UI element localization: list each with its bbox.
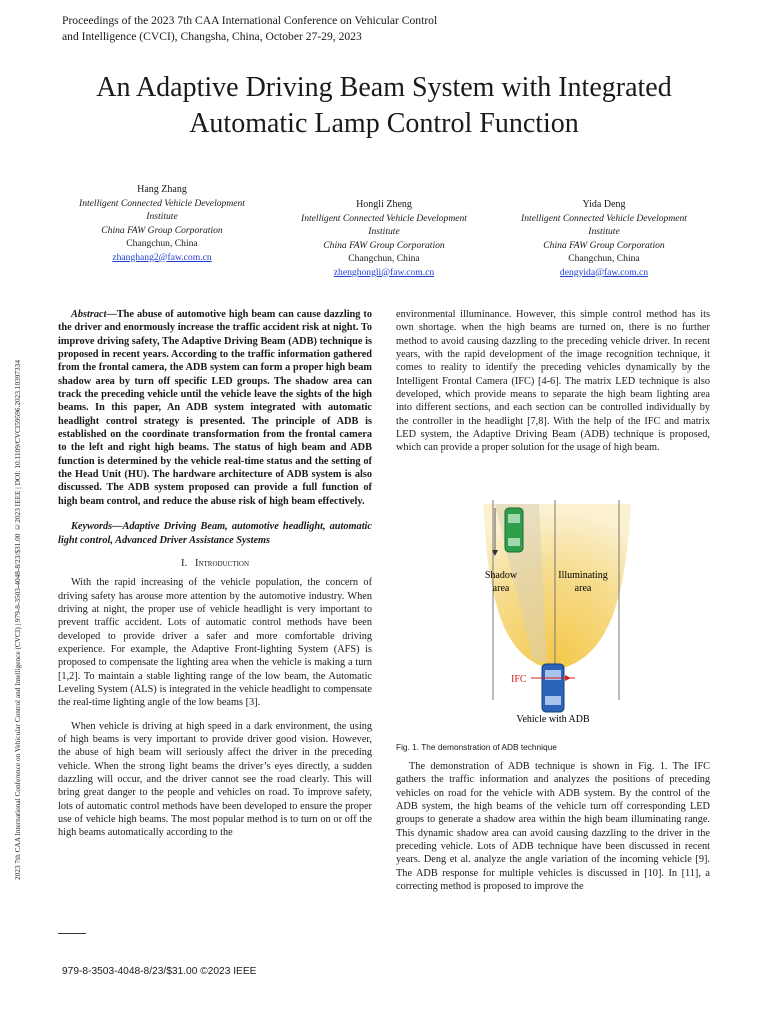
ifc-arrow-icon [565, 675, 571, 681]
author-org: China FAW Group Corporation [323, 239, 445, 251]
author-dept: Intelligent Connected Vehicle Development [521, 212, 687, 224]
ifc-label: IFC [511, 674, 527, 685]
body-paragraph: environmental illuminance. However, this simple control method has its own shortage. when the high beams are turned on, there is no further method to avoid causing dazzling to the preceding vehicle driver. In recent years, with the rapid development of the image recognition technique, it comes to reality to identify the preceding vehicles dynamically by the Intelligent Frontal Camera (IFC) [4-6]. The matrix LED technique is also developed, which provide means to separate the high beam lighting area into different sections, and each section can be controlled individually by the controller in the headlight [7,8]. With the help of the IFC and matrix LED system, the Adaptive Driving Beam (ADB) technique is proposed, which can provide a proper solution for the usage of high beam. [396, 309, 710, 454]
author-city: Changchun, China [568, 253, 640, 264]
title-line-2: Automatic Lamp Control Function [189, 108, 579, 139]
author-email-link[interactable]: zhanghang2@faw.com.cn [112, 251, 212, 263]
abstract-heading: Abstract— [71, 309, 117, 320]
copyright-footer: 979-8-3503-4048-8/23/$31.00 ©2023 IEEE [62, 966, 257, 977]
paper-title [40, 70, 728, 142]
left-column [58, 308, 372, 840]
keywords-text: Adaptive Driving Beam, automotive headlight, automatic light control, Advanced Driver Assistance Systems [58, 521, 372, 546]
vehicle-label: Vehicle with ADB [516, 714, 590, 725]
header-line-2: and Intelligence (CVCI), Changsha, China, October 27-29, 2023 [62, 30, 362, 43]
author-org: China FAW Group Corporation [543, 239, 665, 251]
author-city: Changchun, China [126, 238, 198, 249]
author-name: Yida Deng [582, 199, 626, 210]
shadow-label: Shadow [484, 570, 518, 581]
figure-caption: Fig. 1. The demonstration of ADB technique [396, 742, 557, 752]
author-name: Hongli Zheng [356, 199, 412, 210]
author-dept: Intelligent Connected Vehicle Development [301, 212, 467, 224]
keywords-heading: Keywords— [71, 521, 123, 533]
footnote-rule [58, 933, 86, 934]
abstract-paragraph [58, 308, 372, 508]
author-dept-2: Institute [368, 226, 400, 237]
right-column-top [396, 308, 710, 455]
right-column-bottom [396, 760, 710, 893]
section-heading [58, 557, 372, 570]
body-paragraph: When vehicle is driving at high speed in a dark environment, the using of high beams is very important to provide driver good vision. However, the abuse of high beam will seriously affect the driver in the preceding vehicle. When the strong light beams the driver’s eyes directly, a sudden dazzling will occur, and the driver cannot see the road clearly. This will bring great danger to the people and vehicles on road. To improve safety, lots of automatic control methods have been developed to ensure the proper use of vehicle high beams. The most popular method is to turn on or off the high beams automatically according to the [58, 720, 372, 839]
author-block-1 [52, 183, 272, 264]
author-dept-2: Institute [146, 211, 178, 222]
author-city: Changchun, China [348, 253, 420, 264]
author-dept: Intelligent Connected Vehicle Development [79, 197, 245, 209]
author-block-3 [494, 198, 714, 279]
preceding-car-icon [505, 508, 523, 552]
keywords-paragraph [58, 520, 372, 547]
body-paragraph: The demonstration of ADB technique is shown in Fig. 1. The IFC gathers the traffic information and analyzes the positions of preceding vehicles on road for the vehicle with ADB system. By the control of the ADB system, the high beams of the vehicle turn off corresponding LED groups to generate a shadow area within the high beam illuminating range. This dynamic shadow area can avoid causing dazzling to the driver in the preceding vehicle. Lots of ADB technique have been discussed in recent years. Deng et al. analyze the angle variation of the incoming vehicle [9]. The ADB response for multiple vehicles is discussed in [10]. In [11], a correcting method is proposed to improve the [396, 761, 710, 893]
author-name: Hang Zhang [137, 184, 187, 195]
section-title: Introduction [194, 557, 250, 569]
abstract-text: The abuse of automotive high beam can cause dazzling to the driver and enormously increase the traffic accident risk at night. To improve driving safety, The Adaptive Driving Beam (ADB) technique is proposed in recent years. According to the traffic information gathered from the frontal camera, the ADB system can form a proper high beam shadow area by turn off specific LED groups. The shadow area can track the preceding vehicle until the vehicle leave the sights of the high beams. In this paper, An ADB system integrated with automatic headlight control strategy is presented. The principle of ADB is established on the coordinate transformation from the frontal camera to the left and right high beams. The status of high beam and ADB function is determined by the vehicle real-time status and the setting of the Head Unit (HU). The hardware architecture of ADB system is also discussed. The ADB system proposed can provide a full function of high beam control, and reduce the abuse risk of high beam effectively. [58, 309, 372, 507]
header-line-1: Proceedings of the 2023 7th CAA International Conference on Vehicular Control [62, 14, 438, 27]
shadow-label-2: area [492, 583, 510, 594]
adb-diagram [455, 500, 655, 726]
author-email-link[interactable]: dengyida@faw.com.cn [559, 266, 649, 278]
adb-figure [455, 500, 655, 726]
title-line-1: An Adaptive Driving Beam System with Integrated [96, 72, 672, 103]
doi-side-note: 2023 7th CAA International Conference on Vehicular Control and Intelligence (CVCI) | 979-8-3503-4048-8/23/$31.00 ©2023 IEEE | DOI: 10.1109/CVCI59596.2023.10397334 [13, 360, 22, 880]
author-block-2 [274, 198, 494, 279]
body-paragraph: With the rapid increasing of the vehicle population, the concern of driving safety has arouse more attention by the automotive industry. When driving at night, the proper use of vehicle headlight is very important to prevent traffic accident. Lots of automatic control methods have been developed to provide driver a safer and more comfortable driving experience. For example, the Adaptive Front-lighting System (AFS) is proposed to compensate the lighting area when the vehicle is making a turn [1,2]. To maintain a stable lighting range of the low beam, the Automatic Leveling System (ALS) is integrated in the vehicle headlight to compensate the real-time lighting angle of the low beams [3]. [58, 577, 372, 709]
illuminating-label: Illuminating [558, 570, 608, 581]
adb-vehicle-icon [542, 664, 564, 712]
author-dept-2: Institute [588, 226, 620, 237]
illuminating-label-2: area [574, 583, 592, 594]
section-number: I. [180, 557, 188, 569]
author-email-link[interactable]: zhenghongli@faw.com.cn [333, 266, 435, 278]
author-org: China FAW Group Corporation [101, 224, 223, 236]
proceedings-header [62, 13, 582, 45]
